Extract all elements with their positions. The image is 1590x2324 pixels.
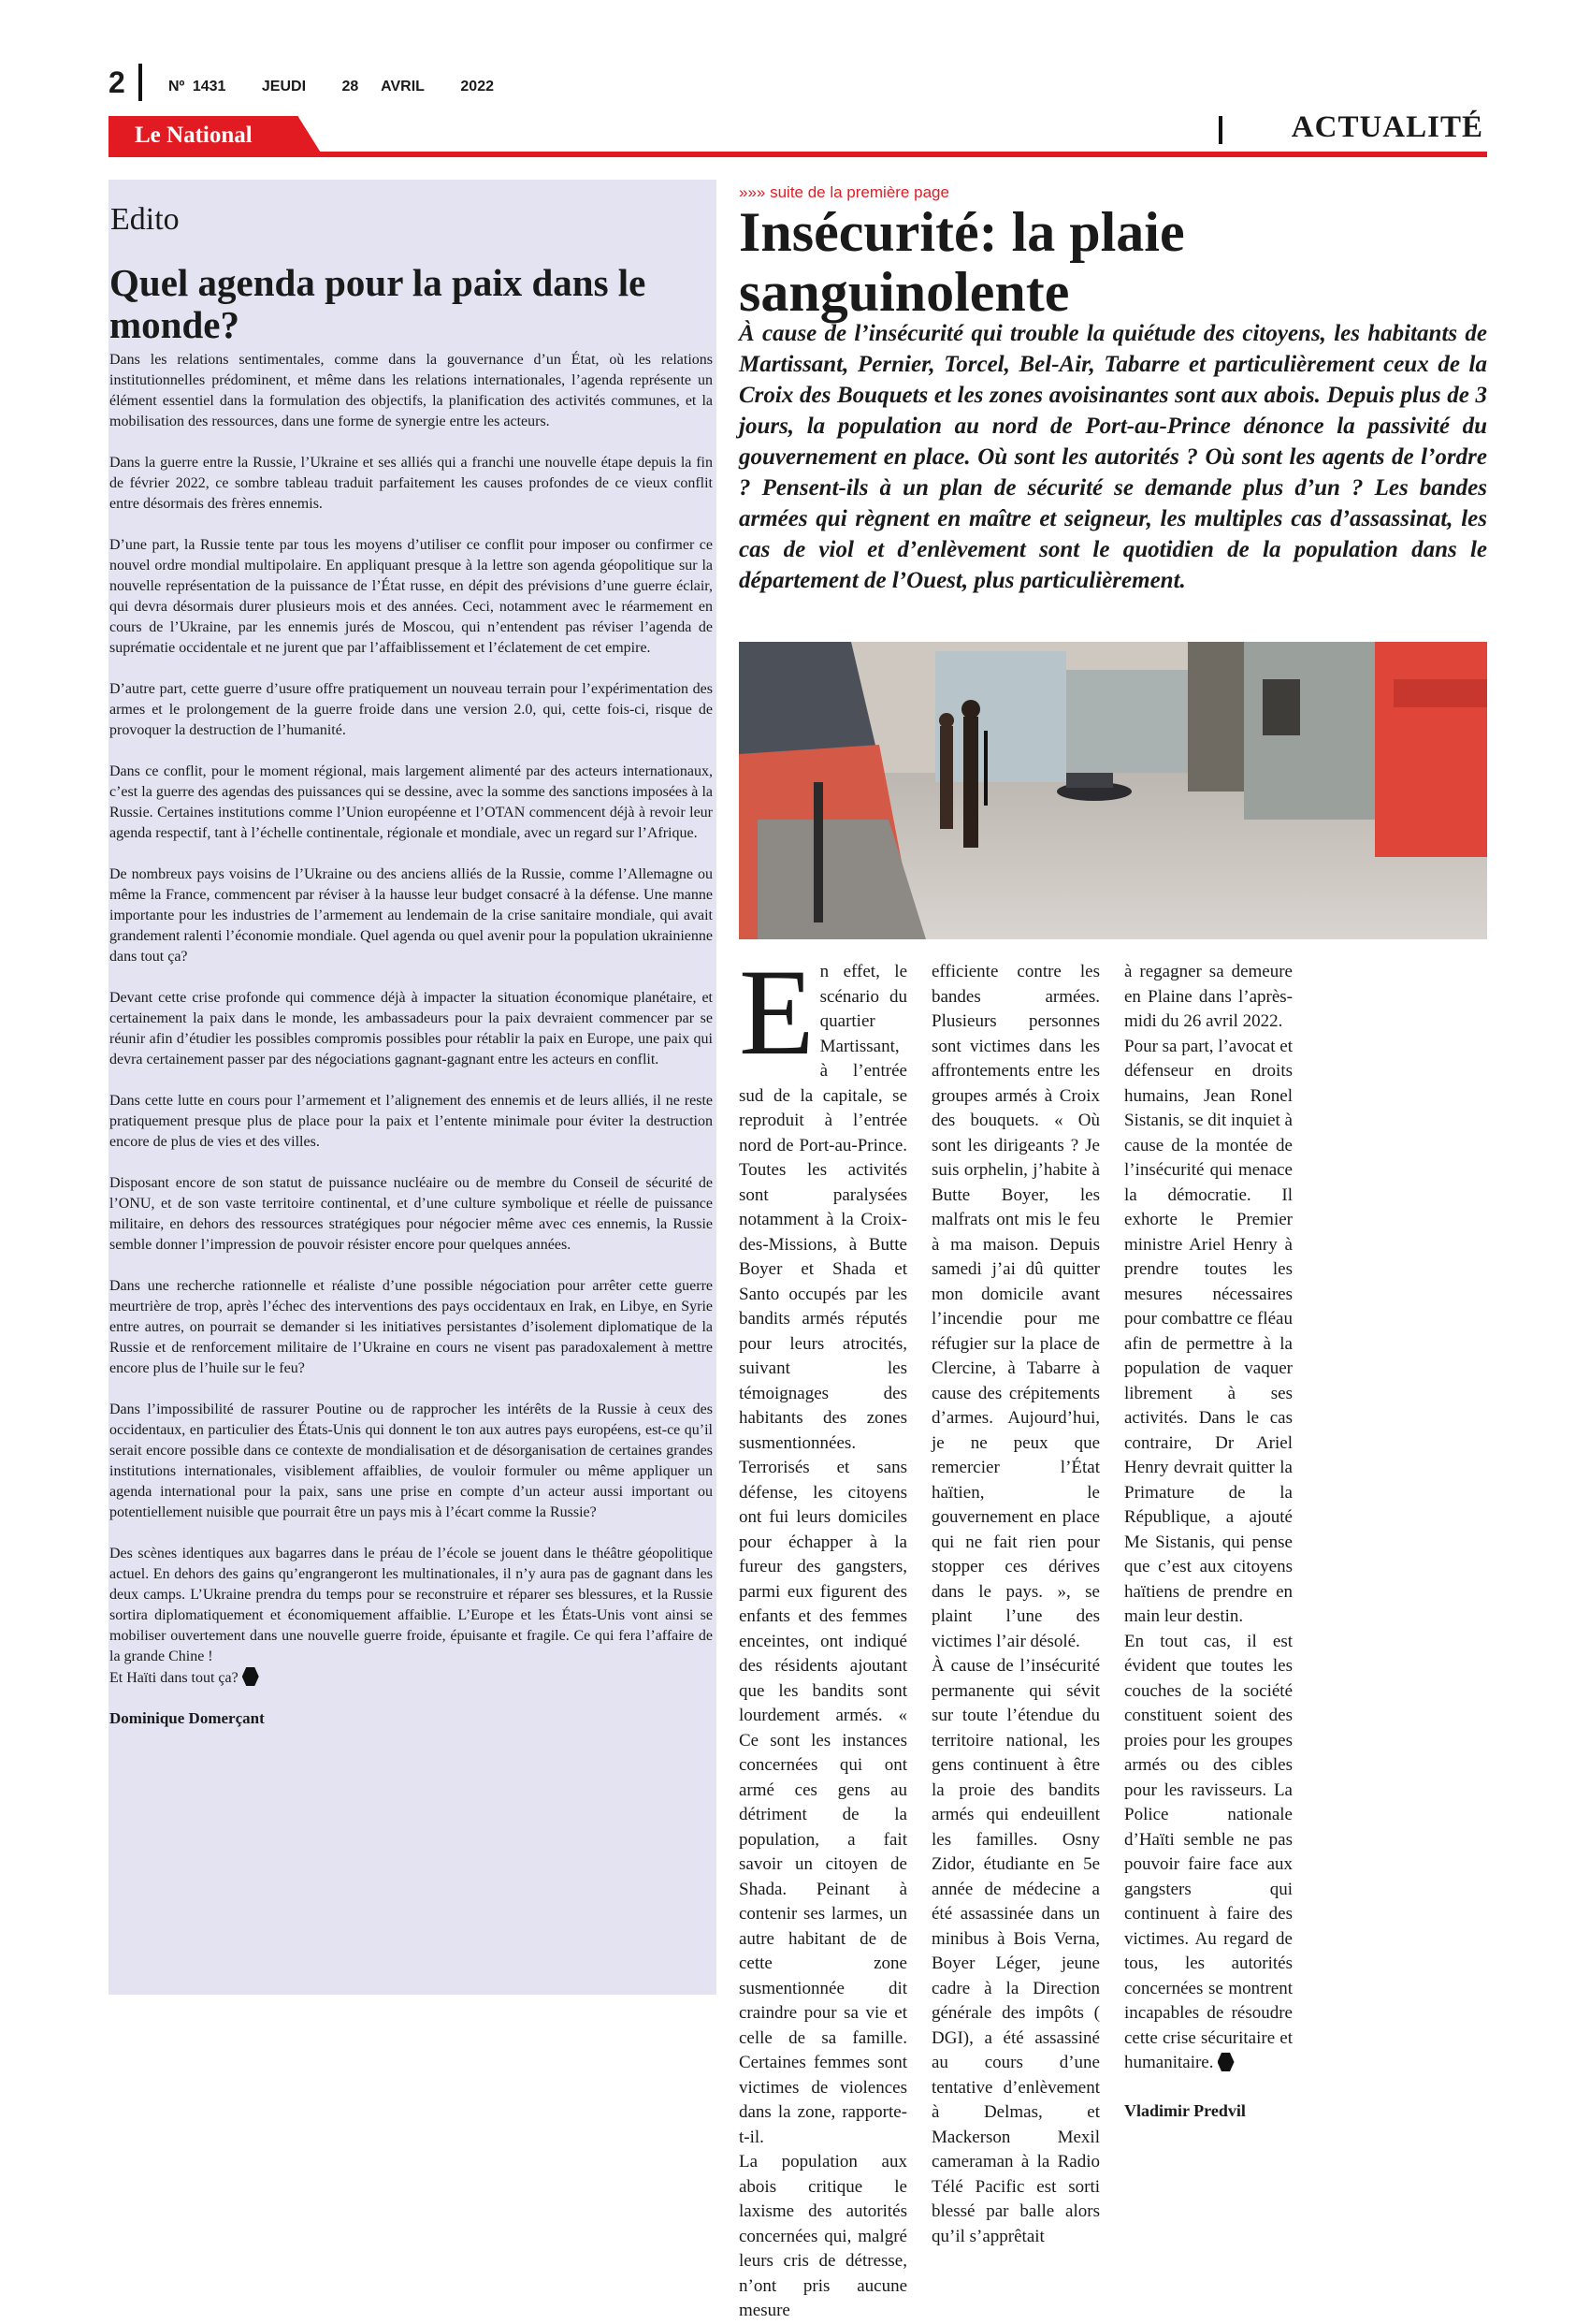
header-rule bbox=[108, 152, 1487, 157]
edito-paragraph: Devant cette crise profonde qui commence déjà à impacter la situation économique planétaire, et certainement la paix dans le monde, les ambassadeurs pour la paix devraient commencer par se réunir afin d’étudier les possibles compromis possibles pour rétablir la paix en Europe, une paix qui devra certainement passer par des négociations gagnant-gagnant entre les acteurs en conflit. bbox=[109, 990, 713, 1068]
issue-number: Nº 1431 bbox=[168, 79, 226, 94]
edito-paragraph: Dans cette lutte en cours pour l’armement et l’alignement des ennemis et de leurs alliés, il ne reste pratiquement presque plus de place pour la paix et l’entente minimale pour éviter la destruction encore de plus de vies et des villes. bbox=[109, 1093, 713, 1150]
edito-paragraph: Des scènes identiques aux bagarres dans le préau de l’école se jouent dans le théâtre géopolitique actuel. En dehors des gains qu’engrangeront les multinationales, il n’y aura pas de gagnant dans les deux camps. L’Ukraine prendra du temps pour se reconstruire et réparer ses blessures, et la Russie sortira diplomatiquement et économiquement affaiblie. L’Europe et les États-Unis vont ainsi se mobiliser ouvertement dans une nouvelle guerre froide, épuisante et fragile. Ce qui fera l’affaire de la grande Chine ! bbox=[109, 1546, 713, 1664]
article-column-3 bbox=[1124, 960, 1293, 2324]
article-paragraph: efficiente contre les bandes armées. Plusieurs personnes sont victimes dans les affrontements entre les groupes armés à Croix des bouquets. « Où sont les dirigeants ? Je suis orphelin, j’habite à Butte Boyer, les malfrats ont mis le feu à ma maison. Depuis samedi j’ai dû quitter mon domicile avant l’incendie pour me réfugier sur la place de Clercine, à Tabarre à cause des crépitements d’armes. Aujourd’hui, je ne peux que remercier l’État haïtien, le gouvernement en place qui ne fait rien pour stopper ces dérives dans le pays. », se plaint l’une des victimes l’air désolé. bbox=[932, 962, 1100, 1651]
edito-paragraph: Dans les relations sentimentales, comme dans la gouvernance d’un État, où les relations institutionnelles prédominent, et même dans les relations internationales, l’agenda représente un élément essentiel dans la formulation des objectifs, la planification des activités communes, et la mobilisation des ressources, dans une forme de synergie entre les acteurs. bbox=[109, 352, 713, 429]
brand-name: Le National bbox=[135, 123, 253, 148]
street-scene-image bbox=[739, 642, 1487, 939]
edito-closing: Et Haïti dans tout ça? bbox=[109, 1670, 238, 1686]
end-mark-icon bbox=[1218, 2053, 1235, 2071]
header-divider bbox=[138, 64, 142, 101]
article-photo bbox=[739, 642, 1487, 939]
edito-title: Quel agenda pour la paix dans le monde? bbox=[109, 261, 646, 346]
dropcap: E bbox=[739, 943, 815, 1081]
edito-paragraph: De nombreux pays voisins de l’Ukraine ou des anciens alliés de la Russie, comme l’Allemagne ou même la France, commencent par réviser à la hausse leur budget consacré à la défense. Une manne importante pour les industries de l’armement au lendemain de la crise sanitaire mondiale, qui avait grandement ralenti l’économie mondiale. Quel agenda ou quel avenir pour la population ukrainienne dans tout ça? bbox=[109, 866, 713, 965]
article-title: Insécurité: la plaie sanguinolente bbox=[739, 201, 1185, 323]
paragraph-text: n effet, le scénario du quartier Martissant, à l’entrée sud de la capitale, se reproduit à l’entrée nord de Port-au-Prince. Toutes les activités sont paralysées notamment à la Croix-des-Missions, à Butte Boyer et Shada et Santo occupés par les bandits armés réputés pour leurs atrocités, suivant les témoignages des habitants des zones susmentionnées. bbox=[739, 962, 907, 1453]
section-divider bbox=[1219, 116, 1222, 144]
edito-author: Dominique Domerçant bbox=[109, 1709, 265, 1727]
month: AVRIL bbox=[381, 79, 425, 94]
article-author: Vladimir Predvil bbox=[1124, 2100, 1246, 2120]
continuation-kicker: »»» suite de la première page bbox=[739, 183, 949, 201]
edito-paragraph: D’autre part, cette guerre d’usure offre pratiquement un nouveau terrain pour l’expérimentation des armes et le prolongement de la guerre froide dans une version 2.0, qui, cette fois-ci, risque de provoquer la destruction de l’humanité. bbox=[109, 681, 713, 738]
day: 28 bbox=[341, 79, 359, 94]
article-lede: À cause de l’insécurité qui trouble la quiétude des citoyens, les habitants de Martissant, Pernier, Torcel, Bel-Air, Tabarre et particulièrement ceux de la Croix des Bouquets et les zones avoisinantes sont aux abois. Depuis plus de 3 jours, la population au nord de Port-au-Prince dénonce la passivité du gouvernement en place. Où sont les autorités ? Où sont les agents de l’ordre ? Pensent-ils à un plan de sécurité se demande plus d’un ? Les bandes armées qui règnent en maître et seigneur, les multiples cas d’assassinat, les cas de viol et d’enlèvement sont le quotidien de la population dans le département de l’Ouest, plus particulièrement. bbox=[739, 321, 1487, 593]
issue-date-line bbox=[168, 79, 522, 95]
edito-paragraph: Dans l’impossibilité de rassurer Poutine ou de rapprocher les intérêts de la Russie à ceux des occidentaux, en particulier des États-Unis qui donnent le ton aux autres pays européens, est-ce qu’il serait encore possible dans ce contexte de mondialisation et de désorganisation de certaines grandes institutions internationales, visiblement affaiblies, de vouloir formuler ou même appliquer un agenda international pour la paix, sans une prise en compte d’un acteur aussi important ou potentiellement nuisible que pourrait être un pays mis à l’écart comme la Russie? bbox=[109, 1402, 713, 1520]
section-title: ACTUALITÉ bbox=[1291, 110, 1483, 144]
end-mark-icon bbox=[242, 1667, 259, 1686]
paragraph-text: En tout cas, il est évident que toutes les couches de la société constituent soient des proies pour les groupes armés ou des cibles pour les ravisseurs. La Police nationale d’Haïti semble ne pas pouvoir faire face aux gangsters qui continuent à faire des victimes. Au regard de tous, les autorités concernées se montrent incapables de résoudre cette crise sécuritaire et humanitaire. bbox=[1124, 1631, 1293, 2072]
article-paragraph bbox=[739, 943, 907, 1456]
article-paragraph bbox=[1124, 1630, 1293, 2076]
article-column-2 bbox=[932, 960, 1100, 2324]
edito-kicker: Edito bbox=[110, 202, 180, 237]
weekday: JEUDI bbox=[261, 79, 307, 94]
edito-paragraph: Dans la guerre entre la Russie, l’Ukraine et ses alliés qui a franchi une nouvelle étape depuis la fin de février 2022, ce sombre tableau traduit parfaitement les causes profondes de ce vieux conflit entre désormais des frères ennemis. bbox=[109, 455, 713, 512]
edito-body bbox=[109, 350, 713, 1689]
article-paragraph: La population aux abois critique le laxisme des autorités concernées qui, malgré leurs cris de détresse, n’ont pris aucune mesure bbox=[739, 2152, 907, 2320]
article-column-1 bbox=[739, 943, 907, 2324]
edito-column bbox=[108, 180, 716, 1995]
article-paragraph: à regagner sa demeure en Plaine dans l’après-midi du 26 avril 2022. bbox=[1124, 962, 1293, 1031]
edito-paragraph: Disposant encore de son statut de puissance nucléaire ou de membre du Conseil de sécurité de l’ONU, et de son vaste territoire continental, et d’une culture symbolique et réelle de puissance militaire, en dehors des ressources stratégiques pour négocier même avec ces ennemis, la Russie semble donner l’impression de pouvoir résister encore pour quelques années. bbox=[109, 1175, 713, 1253]
edito-paragraph: Dans ce conflit, pour le moment régional, mais largement alimenté par des acteurs internationaux, c’est la guerre des agendas des puissances qui se dessine, avec la somme des sanctions imposées à la Russie. Certaines institutions comme l’Union européenne et l’OTAN commencent déjà à revoir leur agenda respectif, tant à l’échelle continentale, régionale et mondiale, avec un regard sur l’Afrique. bbox=[109, 763, 713, 841]
edito-paragraph: D’une part, la Russie tente par tous les moyens d’utiliser ce conflit pour imposer ou confirmer ce nouvel ordre mondial multipolaire. En appliquant presque à la lettre son agenda géopolitique sur la nouvelle représentation de la puissance de l’État russe, en dépit des prévisions d’une guerre éclair, qui devra désormais durer plusieurs mois et des années. Ceci, notamment avec le réarmement en cours de l’Ukraine, par les ennemis jurés de Moscou, qui n’entendent pas réviser l’agenda de suprématie occidentale et ne jurent que par l’affaiblissement et l’éclatement de cet empire. bbox=[109, 537, 713, 656]
article-paragraph: Pour sa part, l’avocat et défenseur en droits humains, Jean Ronel Sistanis, se dit inquiet à cause de la montée de l’insécurité qui menace la démocratie. Il exhorte le Premier ministre Ariel Henry à prendre toutes les mesures nécessaires pour combattre ce fléau afin de permettre à la population de vaquer librement à ses activités. Dans le cas contraire, Dr Ariel Henry devrait quitter la Primature de la République, a ajouté Me Sistanis, qui pense que c’est aux citoyens haïtiens de prendre en main leur destin. bbox=[1124, 1036, 1293, 1626]
article-body bbox=[739, 943, 1487, 2324]
page-number: 2 bbox=[108, 65, 125, 99]
article-paragraph: Terrorisés et sans défense, les citoyens ont fui leurs domiciles pour échapper à la fureur des gangsters, parmi eux figurent des enfants et des femmes enceintes, ont indiqué des résidents ajoutant que les bandits sont lourdement armés. « Ce sont les instances concernées qui ont armé ces gens au détriment de la population, a fait savoir un citoyen de Shada. Peinant à contenir ses larmes, un autre habitant de de cette zone susmentionnée dit craindre pour sa vie et celle de sa famille. Certaines femmes sont victimes de violences dans la zone, rapporte-t-il. bbox=[739, 1458, 907, 2147]
article-paragraph: À cause de l’insécurité permanente qui sévit sur toute l’étendue du territoire national, les gens continuent à être la proie des bandits armés qui endeuillent les familles. Osny Zidor, étudiante en 5e année de médecine a été assassinée dans un minibus à Bois Verna, Boyer Léger, jeune cadre à la Direction générale des impôts ( DGI), a été assassiné au cours d’une tentative d’enlèvement à Delmas, et Mackerson Mexil cameraman à la Radio Télé Pacific est sorti blessé par balle alors qu’il s’apprêtait bbox=[932, 1656, 1100, 2246]
year: 2022 bbox=[460, 79, 494, 94]
edito-paragraph: Dans une recherche rationnelle et réaliste d’une possible négociation pour arrêter cette guerre meurtrière de trop, après l’échec des interventions des pays occidentaux en Irak, en Libye, en Syrie entre autres, on pourrait se demander si les initiatives persistantes d’isolement diplomatique de la Russie et de renforcement militaire de l’Ukraine en cours ne visent pas paradoxalement à mettre encore plus de l’huile sur le feu? bbox=[109, 1278, 713, 1376]
edito-closing-line bbox=[109, 1667, 713, 1689]
